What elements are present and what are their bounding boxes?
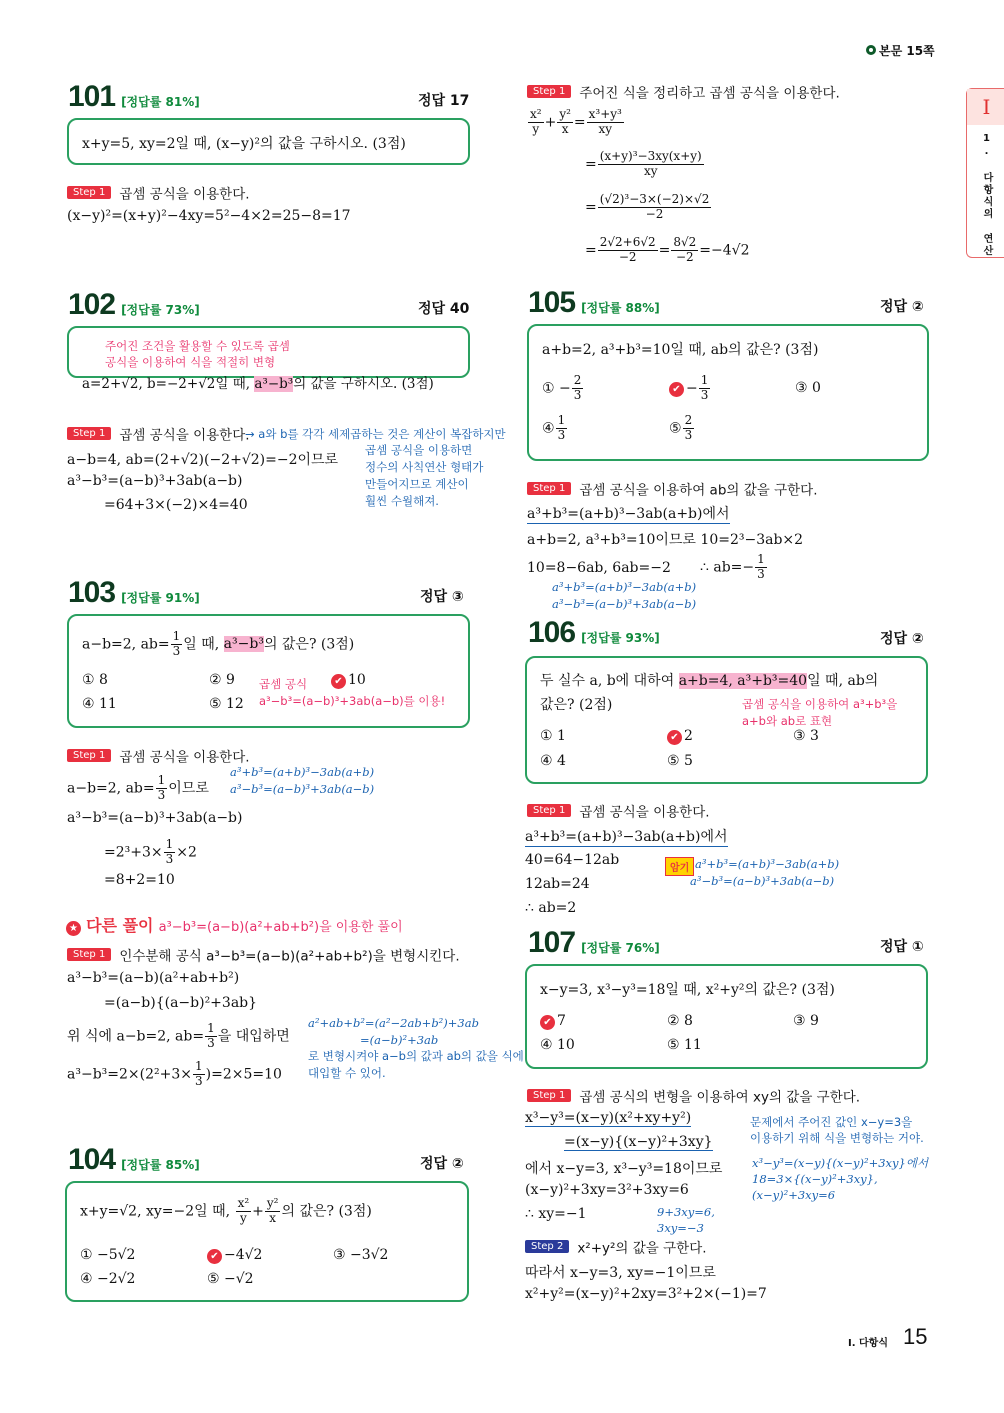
solution-line: 위 식에 a−b=2, ab= $\frac{1}{3}$ 을 대입하면 [67, 1021, 290, 1050]
step-badge: Step 1 [527, 1089, 571, 1102]
solution-line: =(a−b){(a−b)²+3ab} [104, 995, 258, 1011]
problem-number: 102 [68, 288, 116, 321]
chapter-roman: I [967, 89, 1004, 125]
chapter-tab[interactable] [966, 88, 1004, 258]
choice-5[interactable]: ⑤ $\frac{2}{3}$ [669, 413, 693, 442]
solution-line: (x−y)²+3xy=3²+3xy=6 [525, 1182, 689, 1198]
choice-5[interactable]: ⑤ 12 [209, 696, 244, 712]
step-badge: Step 1 [67, 186, 111, 199]
question-text: a+b=2, a³+b³=10일 때, ab의 값은? (3점) [542, 342, 819, 358]
annotation-note: 곱셈 공식 [259, 677, 308, 691]
question-text: a−b=2, ab= $\frac{1}{3}$ 일 때, a³−b³의 값은? (3점) [82, 629, 355, 658]
solution-line: 에서 x−y=3, x³−y³=18이므로 [525, 1161, 723, 1177]
page-reference [866, 42, 935, 59]
choice-1-correct[interactable]: ✔ 7 [540, 1013, 566, 1030]
solution-line: a³−b³=2×(2²+3× $\frac{1}{3}$ )=2×5=10 [67, 1059, 282, 1088]
choice-2-correct[interactable]: ✔ −4√2 [207, 1247, 262, 1264]
solution-line: =64+3×(−2)×4=40 [104, 497, 248, 513]
annotation-note: 주어진 조건을 활용할 수 있도록 곱셈 [105, 339, 290, 353]
question-text-line2: 값은? (2점) [540, 697, 613, 713]
step-badge: Step 1 [67, 948, 111, 961]
page-number: 15 [903, 1324, 928, 1349]
problem-107-header [528, 926, 660, 960]
problem-number: 107 [528, 926, 576, 959]
choice-4[interactable]: ④ −2√2 [80, 1271, 136, 1287]
choice-4[interactable]: ④ 4 [540, 753, 566, 769]
solution-line: ∴ xy=−1 [525, 1206, 587, 1222]
choice-5[interactable]: ⑤ 11 [667, 1037, 702, 1053]
star-icon: ★ [66, 921, 81, 936]
step-title: x²+y²의 값을 구한다. [577, 1240, 707, 1257]
step-badge: Step 1 [527, 804, 571, 817]
side-note-body: 곱셈 공식을 이용하면 정수의 사칙연산 형태가 만들어지므로 계산이 훨씬 수월해져. [365, 443, 484, 508]
formula-note: a²+ab+b²=(a²−2ab+b²)+3ab =(a−b)²+3ab [308, 1016, 479, 1047]
step-badge: Step 2 [525, 1240, 569, 1253]
check-icon: ✔ [540, 1015, 555, 1030]
solution-line: =2³+3× $\frac{1}{3}$ ×2 [104, 837, 197, 866]
annotation-note: a+b와 ab로 표현 [742, 714, 833, 728]
solution-line: =8+2=10 [104, 872, 175, 888]
check-icon: ✔ [207, 1249, 222, 1264]
page-reference-text: 본문 15쪽 [879, 44, 935, 58]
solution-line: 12ab=24 [525, 876, 590, 892]
choice-4[interactable]: ④ $\frac{1}{3}$ [542, 413, 566, 442]
choice-1[interactable]: ① 8 [82, 672, 108, 688]
answer-label: 정답 40 [418, 301, 470, 317]
question-text: 두 실수 a, b에 대하여 a+b=4, a³+b³=40일 때, ab의 [540, 673, 879, 689]
solution-line: 따라서 x−y=3, xy=−1이므로 [525, 1265, 716, 1281]
answer-label: 정답 ① [880, 939, 924, 955]
step-title: 곱셈 공식을 이용한다. [119, 749, 250, 766]
correct-rate: [정답률 76%] [581, 941, 660, 955]
correct-rate: [정답률 91%] [121, 591, 200, 605]
step-badge: Step 1 [527, 85, 571, 98]
solution-line: a³+b³=(a+b)³−3ab(a+b)에서 [527, 503, 730, 524]
problem-101-header [68, 80, 200, 114]
solution-line: = $\frac{\text{(√2)³−3×(−2)×√2}}{-2}$ [585, 192, 710, 221]
choice-3[interactable]: ③ 9 [793, 1013, 819, 1029]
solution-line: a+b=2, a³+b³=10이므로 10=2³−3ab×2 [527, 532, 804, 548]
choice-2-correct[interactable]: ✔ 2 [667, 728, 693, 745]
formula-note: 9+3xy=6, 3xy=−3 [657, 1205, 715, 1235]
check-icon: ✔ [669, 382, 684, 397]
solution-line: =(x−y){(x−y)²+3xy} [564, 1134, 713, 1150]
question-text: a=2+√2, b=−2+√2일 때, a³−b³의 값을 구하시오. (3점) [82, 376, 434, 392]
solution-line: ∴ ab=2 [525, 900, 577, 916]
step-title: 인수분해 공식 a³−b³=(a−b)(a²+ab+b²)을 변형시킨다. [119, 948, 460, 965]
question-box [67, 614, 470, 728]
solution-line: a−b=4, ab=(2+√2)(−2+√2)=−2이므로 [67, 452, 339, 468]
footer-chapter: I. 다항식 [848, 1338, 888, 1349]
solution-line: = $\frac{2√2+6√2}{-2}$ = $\frac{8√2}{-2}$ =−4√2 [585, 235, 750, 264]
annotation-note: 공식을 이용하여 식을 적절히 변형 [105, 355, 276, 369]
solution-line: a³−b³=(a−b)³+3ab(a−b) [67, 810, 243, 826]
answer-label: 정답 17 [418, 93, 470, 109]
formula-note: a³+b³=(a+b)³−3ab(a+b) a³−b³=(a−b)³+3ab(a−b) [230, 765, 375, 796]
problem-number: 101 [68, 80, 116, 113]
answer-label: 정답 ② [880, 299, 924, 315]
question-text: x−y=3, x³−y³=18일 때, x²+y²의 값은? (3점) [540, 982, 835, 998]
choice-2[interactable]: ② 9 [209, 672, 235, 688]
solution-line: $\frac{\text{x²}}{y}$ + $\frac{\text{y²}}{x}$ = $\frac{\text{x³+y³}}{xy}$ [530, 107, 622, 136]
choice-2[interactable]: ② 8 [667, 1013, 693, 1029]
correct-rate: [정답률 85%] [121, 1158, 200, 1172]
solution-line: a−b=2, ab= $\frac{1}{3}$ 이므로 [67, 773, 209, 802]
choice-2-correct[interactable]: ✔ − $\frac{1}{3}$ [669, 374, 711, 403]
problem-number: 103 [68, 576, 116, 609]
solution-line: ∴ ab=− $\frac{1}{3}$ [700, 552, 765, 581]
choice-1[interactable]: ① 1 [540, 728, 566, 744]
problem-number: 105 [528, 286, 576, 319]
choice-3[interactable]: ③ 3 [793, 728, 819, 744]
step-badge: Step 1 [527, 482, 571, 495]
question-box [65, 1181, 469, 1302]
solution-line: a³−b³=(a−b)(a²+ab+b²) [67, 970, 240, 986]
side-note: 문제에서 주어진 값인 x−y=3을 이용하기 위해 식을 변형하는 거야. [750, 1115, 924, 1145]
question-box [67, 118, 470, 165]
step-badge: Step 1 [67, 427, 111, 440]
solution-line: x³−y³=(x−y)(x²+xy+y²) [525, 1110, 692, 1126]
formula-note: a³+b³=(a+b)³−3ab(a+b) a³−b³=(a−b)³+3ab(a−b) [690, 857, 840, 888]
problem-number: 106 [528, 616, 576, 649]
question-text: x+y=√2, xy=−2일 때, $\frac{\text{x²}}{y}$ + $\frac{\text{y²}}{x}$ 의 값은? (3점) [80, 1196, 372, 1225]
question-box [67, 326, 470, 392]
side-note: 로 변형시켜야 a−b의 값과 ab의 값을 식에 대입할 수 있어. [308, 1049, 524, 1080]
problem-106-header [528, 616, 660, 650]
problem-103-header [68, 576, 200, 610]
problem-105-header [528, 286, 660, 320]
correct-rate: [정답률 88%] [581, 301, 660, 315]
alt-solution-header: ★ 다른 풀이 a³−b³=(a−b)(a²+ab+b²)을 이용한 풀이 [66, 913, 403, 936]
annotation-note: 곱셈 공식을 이용하여 a³+b³을 [742, 697, 898, 711]
check-icon: ✔ [667, 730, 682, 745]
solution-line: (x−y)²=(x+y)²−4xy=5²−4×2=25−8=17 [67, 208, 351, 224]
choice-4[interactable]: ④ 11 [82, 696, 117, 712]
step-title: 곱셈 공식을 이용한다. [579, 804, 710, 821]
check-icon: ✔ [331, 674, 346, 689]
correct-rate: [정답률 73%] [121, 303, 200, 317]
problem-102-header [68, 288, 200, 322]
solution-line: = $\frac{\text{(x+y)³−3xy(x+y)}}{xy}$ [585, 149, 702, 178]
formula-note: x³−y³=(x−y){(x−y)²+3xy}에서 18=3×{(x−y)²+3xy}, (x−y)²+3xy=6 [752, 1156, 929, 1202]
choice-3-correct[interactable]: ✔ 10 [331, 672, 366, 689]
solution-line: a³+b³=(a+b)³−3ab(a+b)에서 [525, 826, 728, 847]
step-title: 곱셈 공식을 이용한다. [119, 186, 250, 203]
choice-5[interactable]: ⑤ 5 [667, 753, 693, 769]
answer-label: 정답 ② [880, 631, 924, 647]
question-box [525, 656, 928, 784]
answer-label: 정답 ③ [420, 589, 464, 605]
solution-line: 40=64−12ab [525, 852, 620, 868]
choice-5[interactable]: ⑤ −√2 [207, 1271, 254, 1287]
correct-rate: [정답률 81%] [121, 95, 200, 109]
choice-1[interactable]: ① − $\frac{2}{3}$ [542, 373, 582, 402]
annotation-note: a³−b³=(a−b)³+3ab(a−b)를 이용! [259, 694, 446, 708]
answer-label: 정답 ② [420, 1156, 464, 1172]
formula-note: a³+b³=(a+b)³−3ab(a+b) a³−b³=(a−b)³+3ab(a−b) [552, 580, 697, 611]
step-title: 곱셈 공식의 변형을 이용하여 xy의 값을 구한다. [579, 1089, 861, 1106]
choice-4[interactable]: ④ 10 [540, 1037, 575, 1053]
problem-104-header [68, 1143, 200, 1177]
solution-line: x²+y²=(x−y)²+2xy=3²+2×(−1)=7 [525, 1286, 767, 1302]
question-box [525, 964, 928, 1069]
choice-1[interactable]: ① −5√2 [80, 1247, 136, 1263]
chapter-title: 1. 다항식의 연산 [981, 133, 992, 257]
question-text: x+y=5, xy=2일 때, (x−y)²의 값을 구하시오. (3점) [82, 136, 406, 152]
step-title: 곱셈 공식을 이용한다. [119, 427, 250, 444]
step-title: 주어진 식을 정리하고 곱셈 공식을 이용한다. [579, 85, 840, 102]
solution-line: a³−b³=(a−b)³+3ab(a−b) [67, 473, 243, 489]
memorize-badge: 암기 [665, 857, 694, 876]
correct-rate: [정답률 93%] [581, 631, 660, 645]
choice-3[interactable]: ③ −3√2 [333, 1247, 389, 1263]
side-note: → a와 b를 각각 세제곱하는 것은 계산이 복잡하지만 [245, 427, 506, 441]
circle-icon [866, 45, 876, 55]
choice-3[interactable]: ③ 0 [795, 380, 821, 396]
step-title: 곱셈 공식을 이용하여 ab의 값을 구한다. [579, 482, 818, 499]
question-box [527, 324, 929, 461]
problem-number: 104 [68, 1143, 116, 1176]
step-badge: Step 1 [67, 749, 111, 762]
solution-line: 10=8−6ab, 6ab=−2 [527, 560, 671, 576]
